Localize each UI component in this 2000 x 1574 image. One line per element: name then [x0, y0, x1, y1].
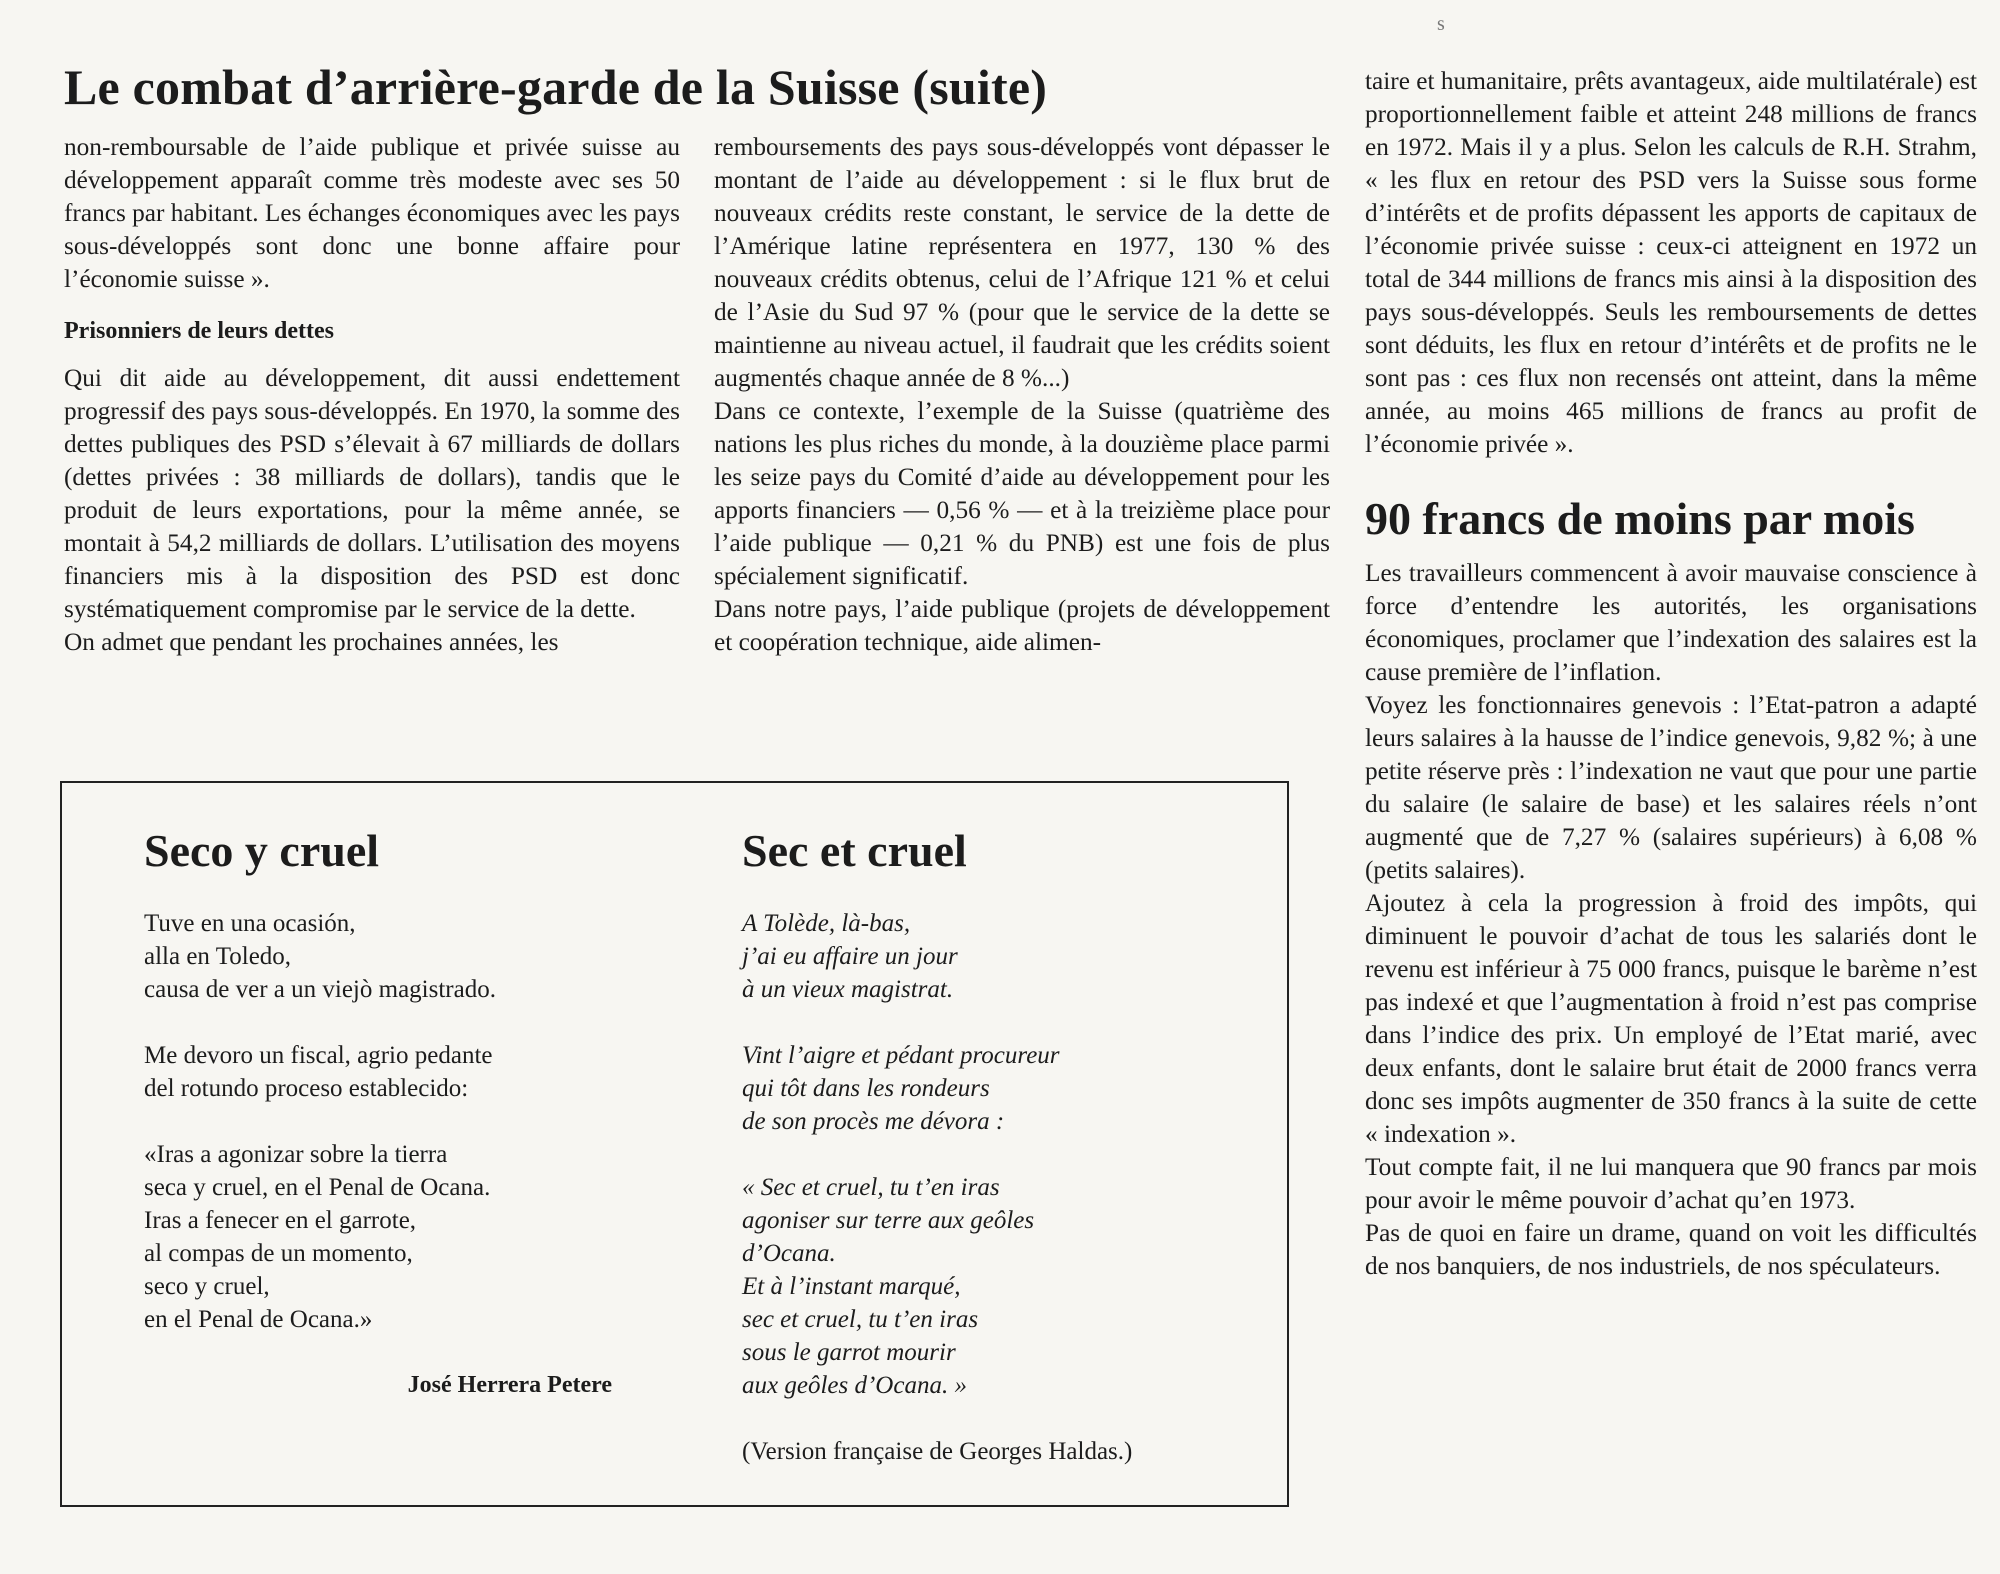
poem-line: « Sec et cruel, tu t’en iras [742, 1174, 1000, 1201]
poem-french [742, 823, 1302, 1468]
poem-line: al compas de un momento, [144, 1240, 413, 1267]
poem-line: sous le garrot mourir [742, 1339, 956, 1366]
poem-stanza [742, 1171, 1302, 1402]
poem-stanza [742, 907, 1302, 1006]
poem-line: causa de ver a un viejò magistrado. [144, 976, 496, 1003]
paragraph: Dans notre pays, l’aide publique (projets de développement et coopération technique, aide alimen- [714, 595, 1330, 656]
paragraph: non-remboursable de l’aide publique et privée suisse au développement apparaît comme très modeste avec ses 50 francs par habitant. Les échanges économiques avec les pays sous-développés sont donc une bonne affaire pour l’économie suisse ». [64, 133, 681, 293]
article-column-3 [1365, 65, 1977, 1283]
poem-line: «Iras a agonizar sobre la tierra [144, 1141, 448, 1168]
poem-line: en el Penal de Ocana.» [144, 1306, 373, 1333]
poem-line: Tuve en una ocasión, [144, 910, 356, 937]
paragraph: Qui dit aide au développement, dit aussi endettement progressif des pays sous-développés. En 1970, la somme des dettes publiques des PSD s’élevait à 67 milliards de dollars (dettes privées : 38 milliards de dollars), tandis que le produit de leurs exportations, pour la même année, se montait à 54,2 milliards de dollars. L’utilisation des moyens financiers mis à la disposition des PSD est donc systématiquement compromise par le service de la dette. [64, 364, 680, 623]
poem-line: seca y cruel, en el Penal de Ocana. [144, 1174, 491, 1201]
article-column-2 [714, 131, 1330, 659]
poem-line: seco y cruel, [144, 1273, 270, 1300]
article-column-1 [64, 131, 680, 659]
poem-stanza [144, 1039, 704, 1105]
paragraph: Ajoutez à cela la progression à froid des impôts, qui diminuent le pouvoir d’achat de tous les salariés dont le revenu est inférieur à 75 000 francs, puisque le barème n’est pas indexé et que l’augmentation à froid n’est pas comprise dans l’indice des prix. Un employé de l’Etat marié, avec deux enfants, dont le salaire brut était de 2000 francs verra donc ses impôts augmenter de 350 francs à la suite de cette « indexation ». [1365, 889, 1977, 1148]
scan-mark: s [1437, 13, 1445, 35]
poem-line: agoniser sur terre aux geôles [742, 1207, 1035, 1234]
poem-line: alla en Toledo, [144, 943, 292, 970]
poem-line: Vint l’aigre et pédant procureur [742, 1042, 1060, 1069]
poem-line: sec et cruel, tu t’en iras [742, 1306, 979, 1333]
poem-line: A Tolède, là-bas, [742, 910, 911, 937]
poem-author: José Herrera Petere [407, 1372, 612, 1398]
poem-stanza [144, 1138, 704, 1336]
poem-line: del rotundo proceso establecido: [144, 1075, 469, 1102]
poem-line: Iras a fenecer en el garrote, [144, 1207, 417, 1234]
paragraph: On admet que pendant les prochaines années, les [64, 628, 559, 656]
poem-line: qui tôt dans les rondeurs [742, 1075, 990, 1102]
poem-spanish [144, 823, 704, 1402]
poem-box [60, 781, 1289, 1507]
poem-title: Sec et cruel [742, 825, 967, 876]
paragraph: remboursements des pays sous-développés vont dépasser le montant de l’aide au développement : si le flux brut de nouveaux crédits reste constant, le service de la dette de l’Amérique latine représentera en 1977, 130 % des nouveaux crédits obtenus, celui de l’Afrique 121 % et celui de l’Asie du Sud 97 % (pour que le service de la dette se maintienne au niveau actuel, il faudrait que les crédits soient augmentés chaque année de 8 %...) [714, 133, 1330, 392]
paragraph: Pas de quoi en faire un drame, quand on voit les difficultés de nos banquiers, de nos industriels, de nos spéculateurs. [1365, 1219, 1977, 1280]
poem-line: j’ai eu affaire un jour [742, 943, 958, 970]
poem-line: aux geôles d’Ocana. » [742, 1372, 967, 1399]
paragraph: Voyez les fonctionnaires genevois : l’Etat-patron a adapté leurs salaires à la hausse de l’indice genevois, 9,82 %; à une petite réserve près : l’indexation ne vaut que pour une partie du salaire (le salaire de base) et les salaires réels n’ont augmenté que de 7,27 % (salaires supérieurs) à 6,08 % (petits salaires). [1365, 691, 1977, 884]
poem-line: Et à l’instant marqué, [742, 1273, 961, 1300]
poem-title: Seco y cruel [144, 825, 380, 876]
poem-line: d’Ocana. [742, 1240, 836, 1267]
poem-stanza [144, 907, 704, 1006]
poem-stanza [742, 1039, 1302, 1138]
poem-line: de son procès me dévora : [742, 1108, 1005, 1135]
section-subhead: Prisonniers de leurs dettes [64, 318, 334, 344]
paragraph: taire et humanitaire, prêts avantageux, aide multilatérale) est proportionnellement faible et atteint 248 millions de francs en 1972. Mais il y a plus. Selon les calculs de R.H. Strahm, « les flux en retour des PSD vers la Suisse sous forme d’intérêts et de profits dépassent les apports de capitaux de l’économie privée suisse : ceux-ci atteignent en 1972 un total de 344 millions de francs mis ainsi à la disposition des pays sous-développés. Seuls les remboursements de dettes sont déduits, les flux en retour d’intérêts et de profits ne le sont pas : ces flux non recensés ont atteint, dans la même année, au moins 465 millions de francs au profit de l’économie privée ». [1365, 67, 1977, 458]
page-title: Le combat d’arrière-garde de la Suisse (suite) [64, 59, 1048, 115]
paragraph: Dans ce contexte, l’exemple de la Suisse (quatrième des nations les plus riches du monde, à la douzième place parmi les seize pays du Comité d’aide au développement pour les apports financiers — 0,56 % — et à la treizième place pour l’aide publique — 0,21 % du PNB) est une fois de plus spécialement significatif. [714, 397, 1330, 590]
paragraph: Les travailleurs commencent à avoir mauvaise conscience à force d’entendre les autorités, les organisations économiques, proclamer que l’indexation des salaires est la cause première de l’inflation. [1365, 559, 1977, 686]
paragraph: Tout compte fait, il ne lui manquera que 90 francs par mois pour avoir le même pouvoir d’achat qu’en 1973. [1365, 1153, 1977, 1214]
poem-translation-credit: (Version française de Georges Haldas.) [742, 1438, 1133, 1465]
poem-line: à un vieux magistrat. [742, 976, 954, 1003]
poem-line: Me devoro un fiscal, agrio pedante [144, 1042, 493, 1069]
section-heading: 90 francs de moins par mois [1365, 493, 1915, 544]
